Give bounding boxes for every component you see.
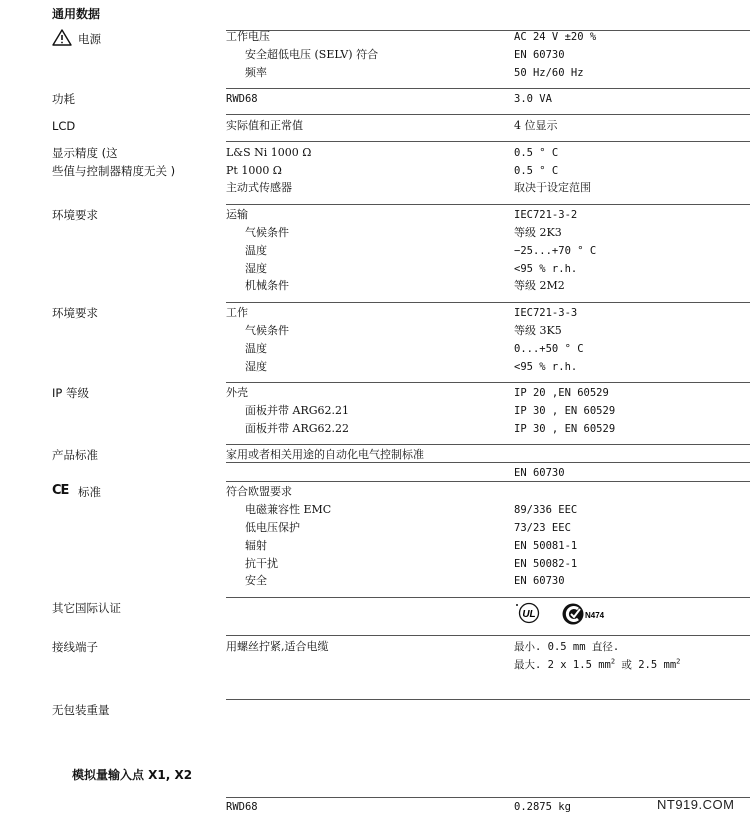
- ce-param: 符合欧盟要求: [226, 485, 292, 498]
- accuracy-label: 些值与控制器精度无关 ): [52, 164, 176, 178]
- standard-param: 家用或者相关用途的自动化电气控制标准: [226, 448, 424, 461]
- warning-icon: [52, 29, 72, 46]
- ce-value: EN 60730: [514, 575, 565, 587]
- env-transport-param: 机械条件: [245, 279, 289, 292]
- accuracy-param: 主动式传感器: [226, 181, 292, 194]
- divider: [226, 444, 750, 445]
- env-operation-value: 等级 3K5: [514, 324, 562, 337]
- ce-param: 抗干扰: [245, 557, 278, 570]
- env-transport-value: <95 % r.h.: [514, 263, 578, 275]
- terminals-value-max: [514, 658, 680, 672]
- power-param: 工作电压: [226, 30, 270, 43]
- accuracy-param: Pt 1000 Ω: [226, 164, 282, 177]
- env-operation-value: <95 % r.h.: [514, 361, 578, 373]
- divider: [226, 382, 750, 383]
- ce-param: 辐射: [245, 539, 267, 552]
- analog-input-heading: 模拟量输入点 X1, X2: [72, 768, 193, 782]
- divider: [226, 88, 750, 89]
- power-value: AC 24 V ±20 %: [514, 31, 597, 43]
- divider: [226, 141, 750, 142]
- divider: [226, 204, 750, 205]
- ip-value: IP 20 ,EN 60529: [514, 387, 609, 399]
- ce-label: 标准: [78, 485, 101, 499]
- power-param: 频率: [245, 66, 267, 79]
- env-transport-label: 环境要求: [52, 208, 98, 222]
- terminals-sup: 2: [610, 657, 616, 666]
- ce-param: 电磁兼容性 EMC: [245, 503, 332, 516]
- divider: [226, 114, 750, 115]
- ip-value: IP 30 , EN 60529: [514, 423, 616, 435]
- ce-param: 安全: [245, 574, 267, 587]
- terminals-param: 用螺丝拧紧,适合电缆: [226, 640, 329, 653]
- power-value: EN 60730: [514, 49, 565, 61]
- c-tick-icon: [562, 603, 612, 627]
- divider: [226, 30, 750, 31]
- weight-param: RWD68: [226, 801, 258, 813]
- ce-value: 89/336 EEC: [514, 504, 578, 516]
- lcd-label: LCD: [52, 119, 76, 133]
- consumption-param: RWD68: [226, 93, 258, 105]
- intl-label: 其它国际认证: [52, 601, 121, 615]
- divider: [226, 462, 750, 463]
- ul-mark-text: UL: [522, 609, 536, 620]
- ip-param: 面板并带 ARG62.21: [245, 404, 350, 417]
- ce-value: 73/23 EEC: [514, 522, 571, 534]
- lcd-value: 4 位显示: [514, 119, 558, 132]
- env-transport-value: −25...+70 ° C: [514, 245, 597, 257]
- consumption-label: 功耗: [52, 92, 75, 106]
- page-heading: 通用数据: [52, 7, 101, 21]
- weight-label: 无包装重量: [52, 703, 110, 717]
- env-operation-value: IEC721-3-3: [514, 307, 578, 319]
- env-transport-param: 运输: [226, 208, 248, 221]
- env-transport-value: 等级 2M2: [514, 279, 565, 292]
- accuracy-value: 0.5 ° C: [514, 165, 559, 177]
- ip-param: 面板并带 ARG62.22: [245, 422, 350, 435]
- ip-label: IP 等级: [52, 386, 89, 400]
- terminals-label: 接线端子: [52, 640, 98, 654]
- env-transport-value: IEC721-3-2: [514, 209, 578, 221]
- ip-value: IP 30 , EN 60529: [514, 405, 616, 417]
- accuracy-param: L&S Ni 1000 Ω: [226, 146, 312, 159]
- accuracy-value: 取决于设定范围: [514, 181, 591, 194]
- divider: [226, 481, 750, 482]
- env-operation-label: 环境要求: [52, 306, 98, 320]
- terminals-sup: 2: [676, 657, 681, 666]
- divider: [226, 635, 750, 636]
- site-watermark: NT919.COM: [657, 797, 735, 812]
- env-operation-param: 温度: [245, 342, 267, 355]
- divider: [226, 597, 750, 598]
- env-operation-param: 湿度: [245, 360, 267, 373]
- divider: [226, 699, 750, 700]
- ul-listed-icon: [512, 601, 552, 625]
- terminals-max-text: 最大. 2 x 1.5 mm: [514, 659, 611, 671]
- power-param: 安全超低电压 (SELV) 符合: [245, 48, 379, 61]
- accuracy-value: 0.5 ° C: [514, 147, 559, 159]
- env-transport-param: 湿度: [245, 262, 267, 275]
- ce-value: EN 50082-1: [514, 558, 578, 570]
- ip-param: 外壳: [226, 386, 248, 399]
- weight-value: 0.2875 kg: [514, 801, 571, 813]
- standard-value: EN 60730: [514, 467, 565, 479]
- accuracy-label: 显示精度 (这: [52, 146, 118, 160]
- divider: [226, 302, 750, 303]
- standard-label: 产品标准: [52, 448, 98, 462]
- ce-param: 低电压保护: [245, 521, 300, 534]
- env-operation-param: 工作: [226, 306, 248, 319]
- power-label: 电源: [78, 32, 101, 46]
- lcd-param: 实际值和正常值: [226, 119, 303, 132]
- env-operation-param: 气候条件: [245, 324, 289, 337]
- c-tick-number: N474: [585, 611, 605, 620]
- env-transport-param: 温度: [245, 244, 267, 257]
- consumption-value: 3.0 VA: [514, 93, 552, 105]
- terminals-value-min: 最小. 0.5 mm 直径.: [514, 641, 620, 653]
- env-transport-value: 等级 2K3: [514, 226, 562, 239]
- env-transport-param: 气候条件: [245, 226, 289, 239]
- terminals-max-text: 或 2.5 mm: [615, 659, 677, 671]
- power-value: 50 Hz/60 Hz: [514, 67, 584, 79]
- env-operation-value: 0...+50 ° C: [514, 343, 584, 355]
- ce-mark-icon: CE: [52, 483, 69, 498]
- ce-value: EN 50081-1: [514, 540, 578, 552]
